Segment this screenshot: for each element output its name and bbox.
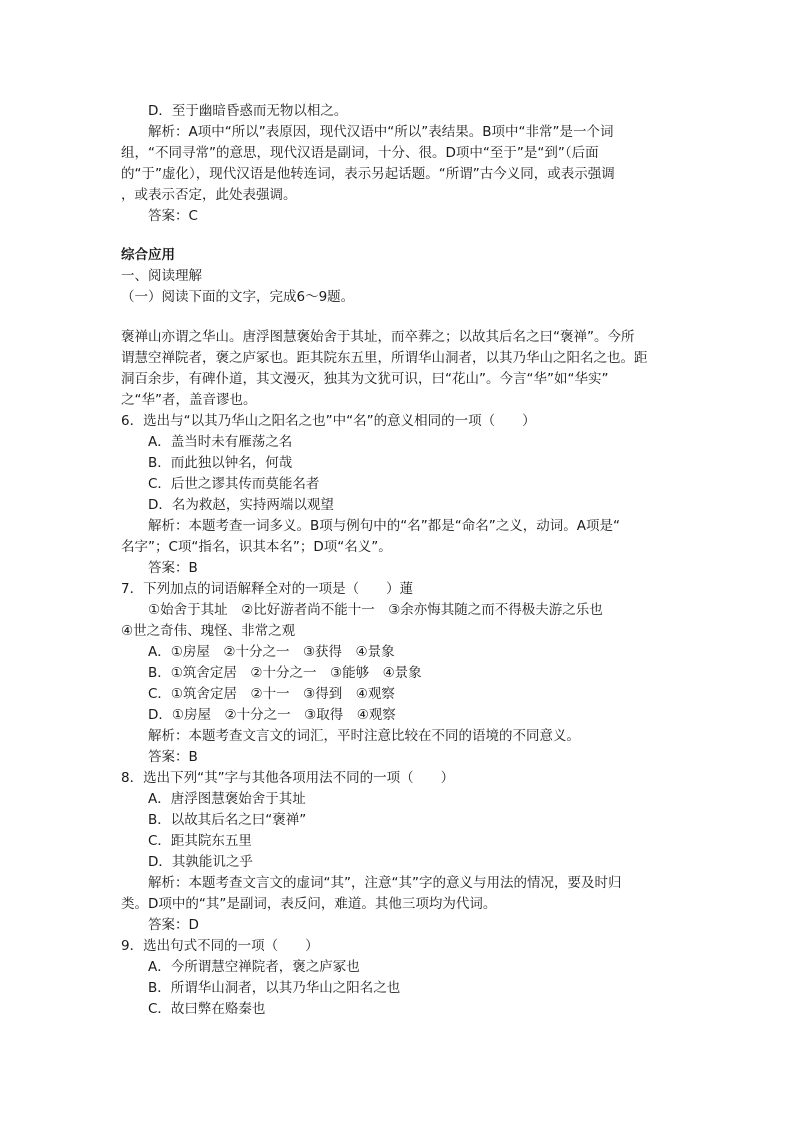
passage-line-3: 洞百余步，有碑仆道，其文漫灭，独其为文犹可识，曰“花山”。今言“华”如“华实” bbox=[121, 371, 609, 387]
q7-items-line-2: ④世之奇伟、瑰怪、非常之观 bbox=[121, 623, 296, 639]
q5-analysis-line-1: 解析：A项中“所以”表原因，现代汉语中“所以”表结果。B项中“非常”是一个词 bbox=[148, 124, 614, 140]
q9-option-c: C．故曰弊在赂秦也 bbox=[148, 1001, 266, 1017]
q7-option-c: C．①筑舍定居 ②十一 ③得到 ④观察 bbox=[148, 686, 395, 702]
q7-stem: 7．下列加点的词语解释全对的一项是（ ）蓮 bbox=[121, 581, 414, 597]
q9-stem: 9．选出句式不同的一项（ ） bbox=[121, 938, 319, 954]
q6-option-c: C．后世之谬其传而莫能名者 bbox=[148, 476, 320, 492]
q8-analysis-line-1: 解析：本题考查文言文的虚词“其”，注意“其”字的意义与用法的情况，要及时归 bbox=[148, 875, 622, 891]
q6-option-a: A．盖当时未有雁荡之名 bbox=[148, 434, 293, 450]
section-title: 综合应用 bbox=[121, 247, 175, 263]
q7-analysis: 解析：本题考查文言文的词汇，平时注意比较在不同的语境的不同意义。 bbox=[148, 728, 580, 744]
passage-line-1: 褒禅山亦谓之华山。唐浮图慧褒始舍于其址，而卒葬之；以故其后名之曰“褒禅”。今所 bbox=[121, 329, 635, 345]
q7-items-line-1: ①始舍于其址 ②比好游者尚不能十一 ③余亦悔其随之而不得极夫游之乐也 bbox=[148, 602, 603, 618]
q5-answer: 答案：C bbox=[148, 208, 198, 224]
q8-option-a: A．唐浮图慧褒始舍于其址 bbox=[148, 791, 306, 807]
q8-option-c: C．距其院东五里 bbox=[148, 833, 252, 849]
q7-option-d: D．①房屋 ②十分之一 ③取得 ④观察 bbox=[148, 707, 396, 723]
q9-option-a: A．今所谓慧空禅院者，褒之庐冢也 bbox=[148, 959, 360, 975]
q5-analysis-line-2: 组，“不同寻常”的意思，现代汉语是副词，十分、很。D项中“至于”是“到”（后面 bbox=[121, 145, 599, 161]
q6-analysis-line-2: 名字”；C项“指名，识其本名”；D项“名义”。 bbox=[121, 539, 392, 555]
q5-option-d: D．至于幽暗昏惑而无物以相之。 bbox=[148, 103, 348, 119]
q6-analysis-line-1: 解析：本题考查一词多义。B项与例句中的“名”都是“命名”之义，动词。A项是“ bbox=[148, 518, 620, 534]
q8-answer: 答案：D bbox=[148, 917, 199, 933]
q8-stem: 8．选出下列“其”字与其他各项用法不同的一项（ ） bbox=[121, 770, 455, 786]
q6-option-b: B．而此独以钟名，何哉 bbox=[148, 455, 293, 471]
q8-option-b: B．以故其后名之曰“褒禅” bbox=[148, 812, 307, 828]
passage-line-2: 谓慧空禅院者，褒之庐冢也。距其院东五里，所谓华山洞者，以其乃华山之阳名之也。距 bbox=[121, 350, 648, 366]
q6-stem: 6．选出与“以其乃华山之阳名之也”中“名”的意义相同的一项（ ） bbox=[121, 413, 536, 429]
q6-answer: 答案：B bbox=[148, 560, 198, 576]
q7-answer: 答案：B bbox=[148, 749, 198, 765]
q6-option-d: D．名为救赵，实持两端以观望 bbox=[148, 497, 334, 513]
q5-analysis-line-3: 的“于”虚化），现代汉语是他转连词，表示另起话题。“所谓”古今义同，或表示强调 bbox=[121, 166, 615, 182]
q7-option-b: B．①筑舍定居 ②十分之一 ③能够 ④景象 bbox=[148, 665, 422, 681]
section-part: 一、阅读理解 bbox=[121, 268, 202, 284]
q5-analysis-line-4: ，或表示否定，此处表强调。 bbox=[121, 187, 297, 203]
q8-analysis-line-2: 类。D项中的“其”是副词，表反问，难道。其他三项均为代词。 bbox=[121, 896, 497, 912]
q7-option-a: A．①房屋 ②十分之一 ③获得 ④景象 bbox=[148, 644, 395, 660]
q9-option-b: B．所谓华山洞者，以其乃华山之阳名之也 bbox=[148, 980, 401, 996]
q8-option-d: D．其孰能讥之乎 bbox=[148, 854, 253, 870]
passage-line-4: 之“华”者，盖音谬也。 bbox=[121, 392, 257, 408]
section-instruction: （一）阅读下面的文字，完成6～9题。 bbox=[121, 289, 355, 305]
